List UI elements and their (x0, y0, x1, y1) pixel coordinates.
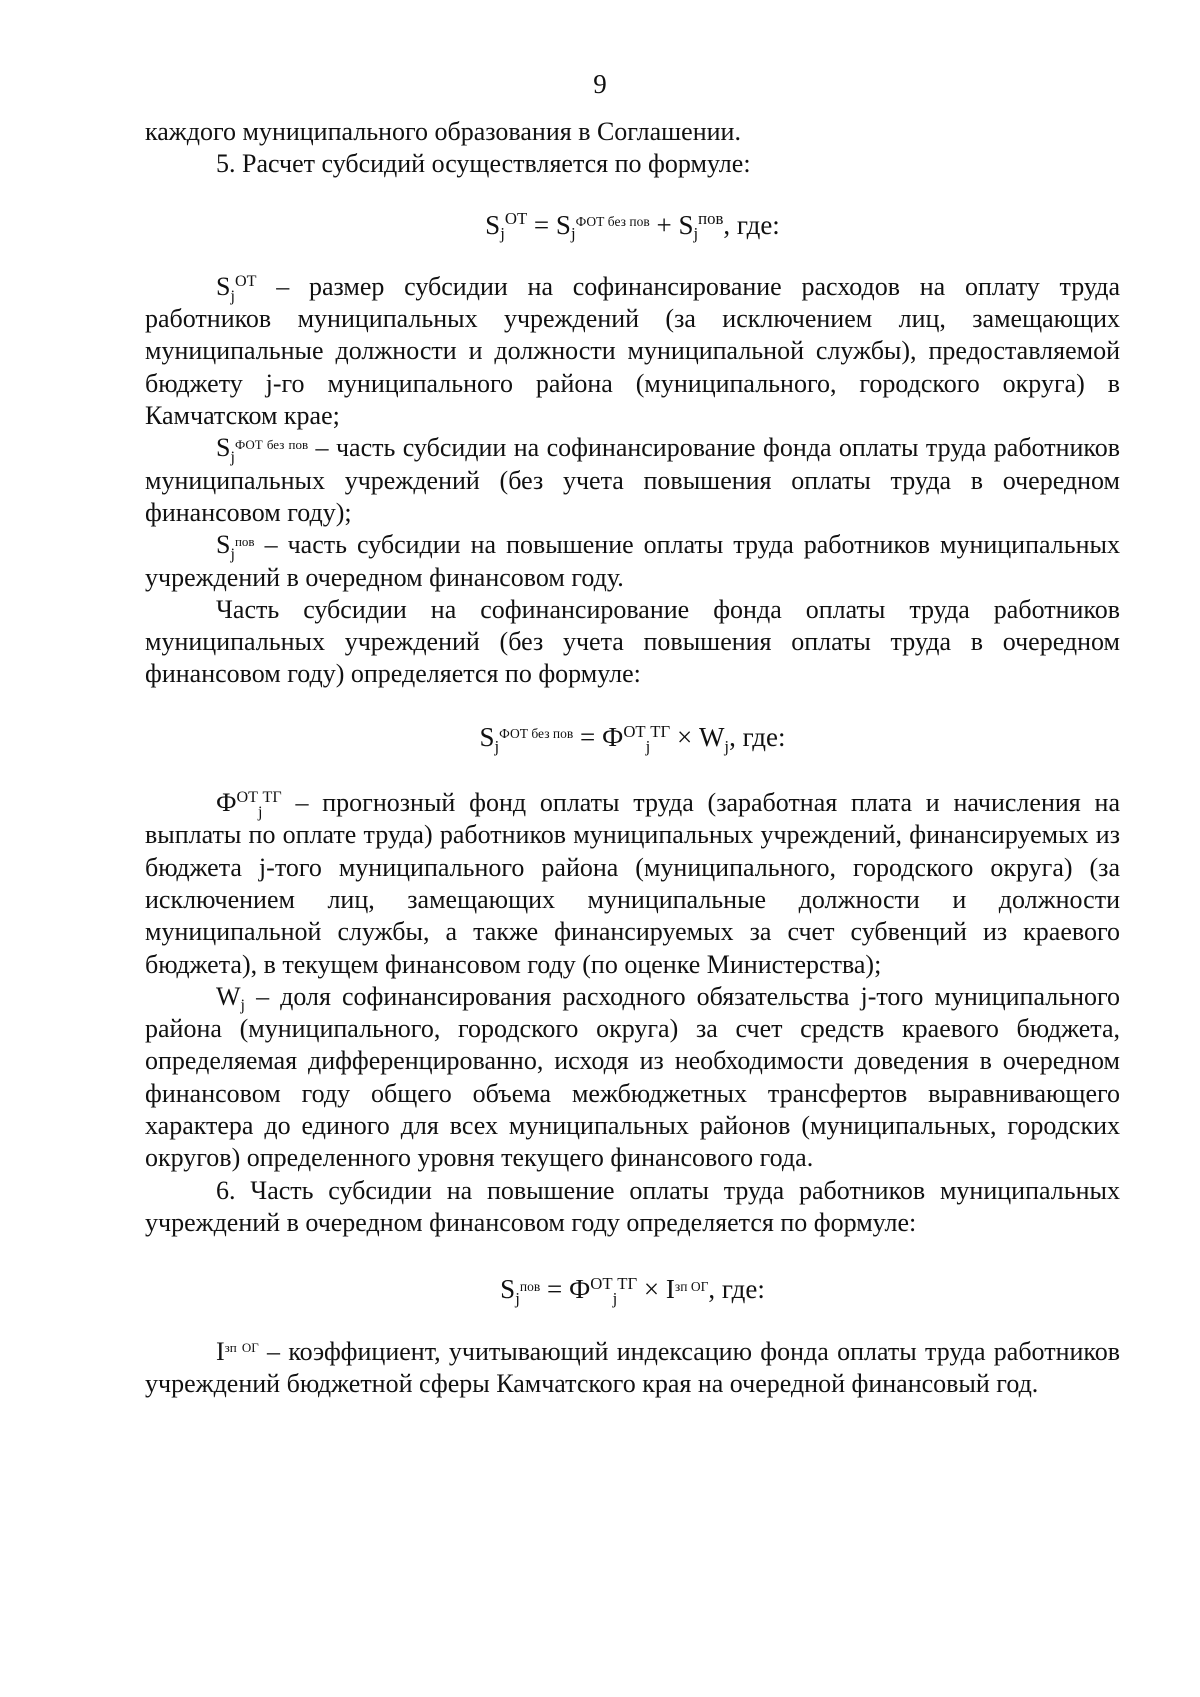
paragraph: каждого муниципального образования в Соглашении. (145, 117, 741, 146)
formula-tail: , где: (708, 1274, 765, 1305)
symbol-s: S (500, 1274, 516, 1305)
equals-sign: = (540, 1274, 569, 1305)
definition-text: – прогнозный фонд оплаты труда (заработная плата и начисления на выплаты по оплате труда) работников муниципальных учреждений, финансируемых из бюджета j-того муниципального района (муниципального, городского округа) (за исключением лиц, замещающих муниципальные должности и должности муниципальной службы, а также финансируемых за счет субвенций из краевого бюджета), в текущем финансовом году (по оценке Министерства); (145, 788, 1120, 979)
superscript-ot: ОТ (504, 209, 528, 229)
superscript-pov: пов (519, 1278, 541, 1294)
definition-w (145, 981, 1120, 1175)
subscript-j: j (515, 1289, 520, 1309)
superscript-zp-og: зп ОГ (674, 1278, 709, 1294)
superscript-tg: ТГ (617, 1274, 638, 1293)
plus-sign: + (649, 209, 679, 240)
paragraph: 6. Часть субсидии на повышение оплаты труда работников муниципальных учреждений в очередном финансовом году определяется по формуле: (145, 1175, 1120, 1237)
definition-phi (145, 787, 1120, 981)
subscript-j: j (230, 287, 235, 305)
subscript-j: j (230, 545, 235, 563)
subscript-j: j (500, 224, 505, 244)
times-sign: × (637, 1274, 666, 1305)
definition-text: – размер субсидии на софинансирование расходов на оплату труда работников муниципальных учреждений (за исключением лиц, замещающих муниципальные должности и должности муниципальной службы), предоставляемой бюджету j-го муниципального района (муниципального, городского округа) в Камчатском крае; (145, 271, 1120, 431)
definition-i (145, 1336, 1120, 1401)
equals-sign: = (527, 209, 556, 240)
superscript-ot: ОТ (236, 789, 259, 807)
superscript-pov: пов (698, 209, 724, 229)
definition-s-pov (145, 529, 1120, 594)
symbol-s: S (216, 271, 231, 301)
symbol-phi: Ф (601, 721, 624, 752)
symbol-phi: Ф (216, 788, 237, 818)
formula-tail: , где: (729, 721, 786, 752)
formula-tail: , где: (723, 209, 780, 240)
superscript-ot: ОТ (234, 273, 257, 291)
formula-subsidy-fot (145, 721, 1120, 756)
symbol-s: S (555, 209, 571, 240)
symbol-i: I (665, 1274, 675, 1305)
superscript-fot-bez-pov: ФОТ без пов (575, 214, 650, 230)
definition-text: – доля софинансирования расходного обязательства j-того муниципального района (муниципального, городского округа) за счет средств краевого бюджета, определяемая дифференцированно, исходя из необходимости доведения в очередном финансовом году общего объема межбюджетных трансфертов выравнивающего характера до единого для всех муниципальных районов (муниципальных, городских округов) определенного уровня текущего финансового года. (145, 981, 1120, 1173)
page-number: 9 (593, 69, 607, 99)
subscript-j: j (645, 736, 651, 756)
subscript-j: j (570, 224, 576, 244)
definition-text: – коэффициент, учитывающий индексацию фонда оплаты труда работников учреждений бюджетной сферы Камчатского края на очередной финансовый год. (145, 1336, 1120, 1398)
subscript-j: j (494, 736, 500, 756)
symbol-s: S (479, 721, 495, 752)
subscript-j: j (724, 736, 730, 756)
symbol-s: S (216, 433, 231, 463)
superscript-tg: ТГ (262, 789, 282, 807)
superscript-pov: пов (234, 534, 255, 550)
symbol-s: S (485, 209, 501, 240)
superscript-ot: ОТ (623, 721, 646, 741)
times-sign: × (670, 721, 699, 752)
superscript-ot: ОТ (590, 1274, 613, 1293)
paragraph: 5. Расчет субсидий осуществляется по формуле: (216, 149, 751, 179)
formula-subsidy-pov (145, 1273, 1120, 1309)
superscript-fot-bez-pov: ФОТ без пов (234, 437, 309, 453)
symbol-w: W (698, 721, 725, 752)
subscript-j: j (693, 224, 699, 244)
paragraph: Часть субсидии на софинансирование фонда оплаты труда работников муниципальных учреждений (без учета повышения оплаты труда в очередном финансовом году) определяется по формуле: (145, 594, 1120, 689)
definition-text: – часть субсидии на софинансирование фонда оплаты труда работников муниципальных учреждений (без учета повышения оплаты труда в очередном финансовом году); (145, 433, 1120, 527)
definition-s-fot (145, 432, 1120, 529)
symbol-s: S (216, 530, 231, 560)
symbol-phi: Ф (568, 1274, 591, 1305)
symbol-i: I (216, 1336, 225, 1366)
formula-subsidy-total (145, 209, 1120, 244)
subscript-j: j (240, 997, 246, 1015)
definition-text: – часть субсидии на повышение оплаты труда работников муниципальных учреждений в очередном финансовом году. (145, 530, 1120, 592)
document-body (145, 116, 1120, 1400)
subscript-j: j (230, 449, 235, 467)
superscript-fot-bez-pov: ФОТ без пов (499, 726, 574, 742)
superscript-tg: ТГ (650, 721, 671, 741)
equals-sign: = (573, 721, 602, 752)
symbol-w: W (216, 981, 241, 1011)
definition-s-ot (145, 271, 1120, 432)
subscript-j: j (612, 1289, 618, 1309)
superscript-zp-og: зп ОГ (224, 1340, 259, 1356)
subscript-j: j (258, 803, 263, 821)
symbol-s: S (678, 209, 694, 240)
